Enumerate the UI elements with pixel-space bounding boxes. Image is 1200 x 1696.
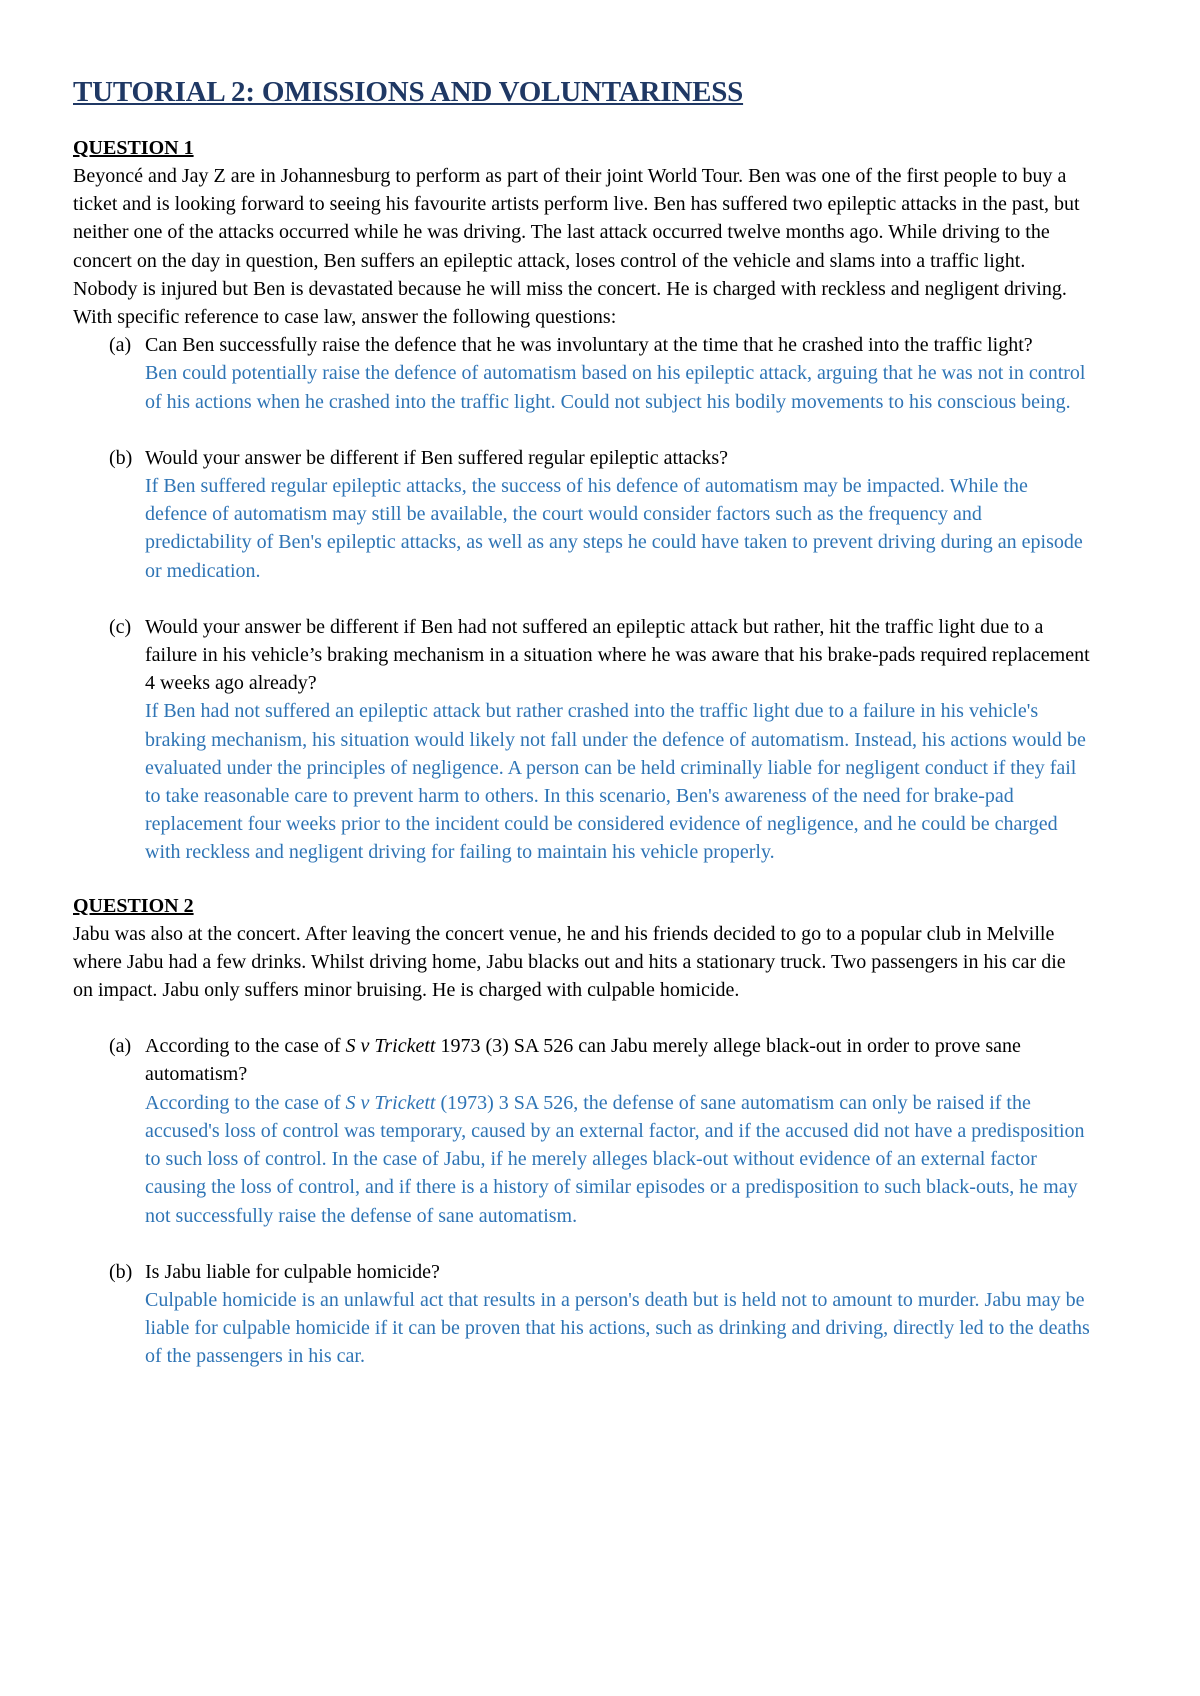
subquestion-text: Would your answer be different if Ben suffered regular epileptic attacks? bbox=[145, 446, 728, 469]
question-1-section bbox=[73, 134, 1090, 867]
answer-text: If Ben had not suffered an epileptic attack but rather crashed into the traffic light due to a failure in his vehicle's braking mechanism, his situation would likely not fall under the defence of automatism. Instead, his actions would be evaluated under the principles of negligence. A person can be held criminally liable for negligent conduct if they fail to take reasonable care to prevent harm to others. In this scenario, Ben's awareness of the need for brake-pad replacement four weeks prior to the incident could be considered evidence of negligence, and he could be charged with reckless and negligent driving for failing to maintain his vehicle properly. bbox=[145, 700, 1086, 864]
answer-text-post: (1973) 3 SA 526, the defense of sane automatism can only be raised if the accused's loss of control was temporary, caused by an external factor, and if the accused did not have a predisposition to such loss of control. In the case of Jabu, if he merely alleges black-out without evidence of an external factor causing the loss of control, and if there is a history of similar episodes or a predisposition to such black-outs, he may not successfully raise the defense of sane automatism. bbox=[145, 1091, 1085, 1227]
question-1-heading: QUESTION 1 bbox=[73, 137, 194, 159]
subquestion-1a bbox=[73, 331, 1090, 416]
subquestion-marker: (b) bbox=[109, 1260, 133, 1283]
subquestion-text: Would your answer be different if Ben had not suffered an epileptic attack but rather, hit the traffic light due to a failure in his vehicle’s braking mechanism in a situation where he was aware that his brake-pads required replacement 4 weeks ago already? bbox=[145, 615, 1090, 695]
answer-text bbox=[145, 1089, 1090, 1230]
subquestion-marker: (b) bbox=[109, 446, 133, 469]
question-1-subquestions bbox=[73, 331, 1090, 866]
question-1-scenario: Beyoncé and Jay Z are in Johannesburg to perform as part of their joint World Tour. Ben was one of the first people to buy a ticket and is looking forward to seeing his favourite artists perform live. Ben has suffered two epileptic attacks in the past, but neither one of the attacks occurred while he was driving. The last attack occurred twelve months ago. While driving to the concert on the day in question, Ben suffers an epileptic attack, loses control of the vehicle and slams into a traffic light. Nobody is injured but Ben is devastated because he will miss the concert. He is charged with reckless and negligent driving. bbox=[73, 165, 1080, 300]
answer-text-pre: According to the case of bbox=[145, 1091, 346, 1114]
subquestion-text: Can Ben successfully raise the defence that he was involuntary at the time that he crashed into the traffic light? bbox=[145, 334, 1033, 357]
subquestion-1c bbox=[73, 613, 1090, 867]
answer-text: Culpable homicide is an unlawful act that results in a person's death but is held not to amount to murder. Jabu may be liable for culpable homicide if it can be proven that his actions, such as drinking and driving, directly led to the deaths of the passengers in his car. bbox=[145, 1288, 1090, 1368]
answer-text: Ben could potentially raise the defence of automatism based on his epileptic attack, arguing that he was not in control of his actions when he crashed into the traffic light. Could not subject his bodily movements to his conscious being. bbox=[145, 362, 1086, 413]
question-2-scenario: Jabu was also at the concert. After leaving the concert venue, he and his friends decided to go to a popular club in Melville where Jabu had a few drinks. Whilst driving home, Jabu blacks out and hits a stationary truck. Two passengers in his car die on impact. Jabu only suffers minor bruising. He is charged with culpable homicide. bbox=[73, 922, 1066, 1002]
subquestion-marker: (a) bbox=[109, 334, 132, 357]
case-name: S v Trickett bbox=[345, 1091, 436, 1114]
question-2-subquestions bbox=[73, 1032, 1090, 1370]
page-title: TUTORIAL 2: OMISSIONS AND VOLUNTARINESS bbox=[73, 76, 744, 108]
subquestion-2a bbox=[73, 1032, 1090, 1229]
subquestion-marker: (c) bbox=[109, 615, 132, 638]
question-1-intro: With specific reference to case law, answer the following questions: bbox=[73, 306, 617, 329]
subquestion-2b bbox=[73, 1258, 1090, 1371]
subquestion-text bbox=[145, 1032, 1090, 1088]
answer-text: If Ben suffered regular epileptic attacks, the success of his defence of automatism may be impacted. While the defence of automatism may still be available, the court would consider factors such as the frequency and predictability of Ben's epileptic attacks, as well as any steps he could have taken to prevent driving during an episode or medication. bbox=[145, 475, 1083, 582]
question-2-section bbox=[73, 892, 1090, 1371]
subquestion-text: Is Jabu liable for culpable homicide? bbox=[145, 1260, 440, 1283]
case-name: S v Trickett bbox=[345, 1035, 436, 1058]
subquestion-marker: (a) bbox=[109, 1035, 132, 1058]
subquestion-1b bbox=[73, 444, 1090, 585]
question-text-post: 1973 (3) SA 526 can Jabu merely allege black-out in order to prove sane automatism? bbox=[145, 1035, 1021, 1086]
question-2-heading: QUESTION 2 bbox=[73, 894, 194, 917]
question-text-pre: According to the case of bbox=[145, 1035, 346, 1058]
